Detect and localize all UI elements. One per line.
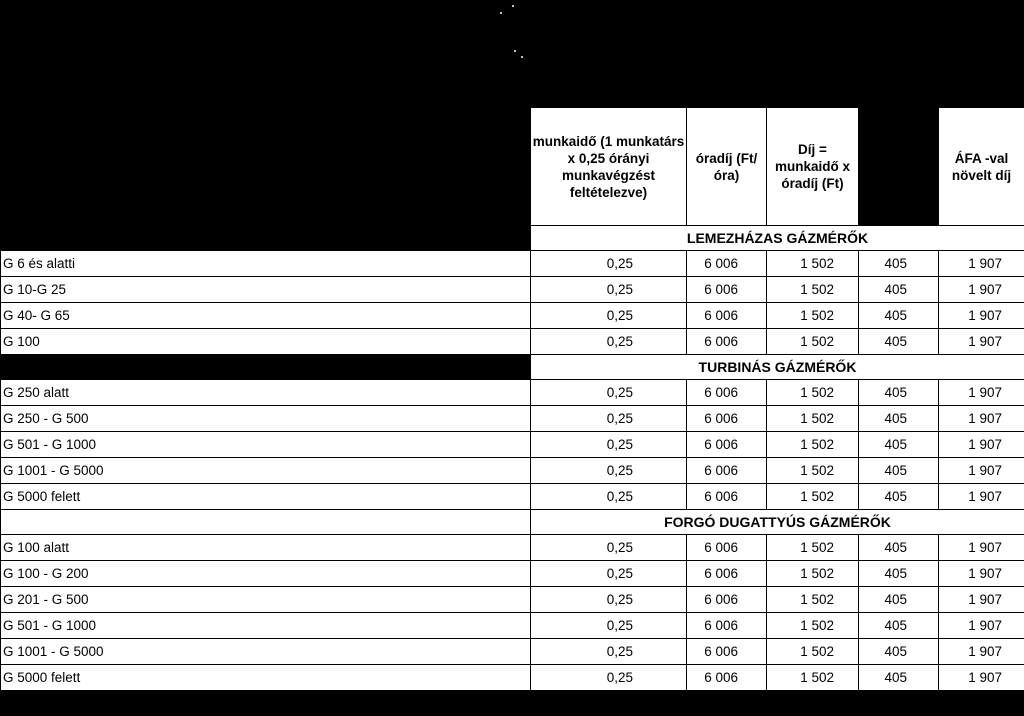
row-label: G 501 - G 1000 — [1, 613, 531, 639]
row-label: G 201 - G 500 — [1, 587, 531, 613]
row-label: G 250 alatt — [1, 380, 531, 406]
cell-total: 1 907 — [939, 380, 1024, 406]
cell-total: 1 907 — [939, 303, 1024, 329]
cell-total: 1 907 — [939, 251, 1024, 277]
cell-total: 1 907 — [939, 561, 1024, 587]
scan-speck — [521, 56, 523, 58]
scan-speck — [500, 12, 502, 14]
cell-hourly: 6 006 — [687, 613, 767, 639]
cell-fee: 1 502 — [767, 639, 859, 665]
cell-hourly: 6 006 — [687, 484, 767, 510]
cell-hourly: 6 006 — [687, 277, 767, 303]
cell-total: 1 907 — [939, 277, 1024, 303]
table-row — [1, 613, 1024, 639]
table-row — [1, 277, 1024, 303]
cell-vat: 405 — [859, 303, 939, 329]
cell-hourly: 6 006 — [687, 329, 767, 355]
cell-vat: 405 — [859, 380, 939, 406]
cell-vat: 405 — [859, 561, 939, 587]
cell-worktime: 0,25 — [531, 561, 687, 587]
row-label: G 10-G 25 — [1, 277, 531, 303]
cell-fee: 1 502 — [767, 329, 859, 355]
cell-total: 1 907 — [939, 458, 1024, 484]
cell-fee: 1 502 — [767, 613, 859, 639]
scan-speck — [514, 50, 516, 52]
table-row — [1, 406, 1024, 432]
cell-worktime: 0,25 — [531, 639, 687, 665]
row-label: G 100 — [1, 329, 531, 355]
cell-worktime: 0,25 — [531, 406, 687, 432]
header-fee: Díj = munkaidő x óradíj (Ft) — [767, 108, 859, 226]
cell-vat: 405 — [859, 587, 939, 613]
cell-fee: 1 502 — [767, 665, 859, 691]
table-row — [1, 535, 1024, 561]
cell-vat: 405 — [859, 277, 939, 303]
header-blank-vat — [859, 108, 939, 226]
cell-fee: 1 502 — [767, 251, 859, 277]
cell-worktime: 0,25 — [531, 329, 687, 355]
cell-total: 1 907 — [939, 406, 1024, 432]
section-blank-cell — [1, 510, 531, 535]
cell-vat: 405 — [859, 432, 939, 458]
row-label: G 40- G 65 — [1, 303, 531, 329]
cell-worktime: 0,25 — [531, 484, 687, 510]
cell-fee: 1 502 — [767, 561, 859, 587]
cell-hourly: 6 006 — [687, 251, 767, 277]
cell-fee: 1 502 — [767, 380, 859, 406]
cell-hourly: 6 006 — [687, 587, 767, 613]
header-worktime: munkaidő (1 munkatárs x 0,25 órányi munkavégzést feltételezve) — [531, 108, 687, 226]
cell-hourly: 6 006 — [687, 458, 767, 484]
cell-hourly: 6 006 — [687, 380, 767, 406]
row-label: G 501 - G 1000 — [1, 432, 531, 458]
section-header-row — [1, 226, 1024, 251]
cell-fee: 1 502 — [767, 484, 859, 510]
section-title: LEMEZHÁZAS GÁZMÉRŐK — [531, 226, 1024, 251]
table-row — [1, 432, 1024, 458]
cell-worktime: 0,25 — [531, 380, 687, 406]
row-label: G 5000 felett — [1, 665, 531, 691]
table-row — [1, 251, 1024, 277]
cell-total: 1 907 — [939, 587, 1024, 613]
cell-hourly: 6 006 — [687, 406, 767, 432]
table-row — [1, 639, 1024, 665]
section-header-row — [1, 355, 1024, 380]
table-row — [1, 484, 1024, 510]
cell-vat: 405 — [859, 484, 939, 510]
header-hourly-rate: óradíj (Ft/óra) — [687, 108, 767, 226]
cell-worktime: 0,25 — [531, 303, 687, 329]
cell-vat: 405 — [859, 251, 939, 277]
cell-worktime: 0,25 — [531, 613, 687, 639]
cell-fee: 1 502 — [767, 535, 859, 561]
table-row — [1, 458, 1024, 484]
table-row — [1, 587, 1024, 613]
row-label: G 1001 - G 5000 — [1, 639, 531, 665]
cell-vat: 405 — [859, 406, 939, 432]
cell-vat: 405 — [859, 458, 939, 484]
cell-vat: 405 — [859, 613, 939, 639]
cell-vat: 405 — [859, 639, 939, 665]
section-title: TURBINÁS GÁZMÉRŐK — [531, 355, 1024, 380]
cell-fee: 1 502 — [767, 587, 859, 613]
cell-hourly: 6 006 — [687, 665, 767, 691]
cell-total: 1 907 — [939, 484, 1024, 510]
scan-speck — [512, 5, 514, 7]
table-row — [1, 329, 1024, 355]
cell-total: 1 907 — [939, 432, 1024, 458]
cell-vat: 405 — [859, 329, 939, 355]
row-label: G 250 - G 500 — [1, 406, 531, 432]
header-blank — [1, 108, 531, 226]
row-label: G 100 - G 200 — [1, 561, 531, 587]
cell-worktime: 0,25 — [531, 432, 687, 458]
cell-total: 1 907 — [939, 329, 1024, 355]
row-label: G 5000 felett — [1, 484, 531, 510]
cell-worktime: 0,25 — [531, 277, 687, 303]
section-blank-cell — [1, 226, 531, 251]
cell-worktime: 0,25 — [531, 665, 687, 691]
cell-total: 1 907 — [939, 613, 1024, 639]
table-row — [1, 380, 1024, 406]
cell-hourly: 6 006 — [687, 535, 767, 561]
cell-worktime: 0,25 — [531, 458, 687, 484]
row-label: G 1001 - G 5000 — [1, 458, 531, 484]
cell-total: 1 907 — [939, 535, 1024, 561]
row-label: G 6 és alatti — [1, 251, 531, 277]
header-vat-total: ÁFA -val növelt díj — [939, 108, 1024, 226]
cell-vat: 405 — [859, 535, 939, 561]
cell-vat: 405 — [859, 665, 939, 691]
table-row — [1, 303, 1024, 329]
cell-total: 1 907 — [939, 639, 1024, 665]
cell-hourly: 6 006 — [687, 432, 767, 458]
cell-fee: 1 502 — [767, 406, 859, 432]
cell-hourly: 6 006 — [687, 561, 767, 587]
cell-fee: 1 502 — [767, 303, 859, 329]
fee-table — [0, 107, 1024, 691]
cell-fee: 1 502 — [767, 458, 859, 484]
section-blank-cell — [1, 355, 531, 380]
table-row — [1, 561, 1024, 587]
cell-worktime: 0,25 — [531, 251, 687, 277]
cell-worktime: 0,25 — [531, 535, 687, 561]
cell-total: 1 907 — [939, 665, 1024, 691]
cell-worktime: 0,25 — [531, 587, 687, 613]
cell-hourly: 6 006 — [687, 303, 767, 329]
section-header-row — [1, 510, 1024, 535]
table-row — [1, 665, 1024, 691]
table-body — [1, 226, 1024, 691]
cell-fee: 1 502 — [767, 432, 859, 458]
cell-hourly: 6 006 — [687, 639, 767, 665]
section-title: FORGÓ DUGATTYÚS GÁZMÉRŐK — [531, 510, 1024, 535]
cell-fee: 1 502 — [767, 277, 859, 303]
row-label: G 100 alatt — [1, 535, 531, 561]
